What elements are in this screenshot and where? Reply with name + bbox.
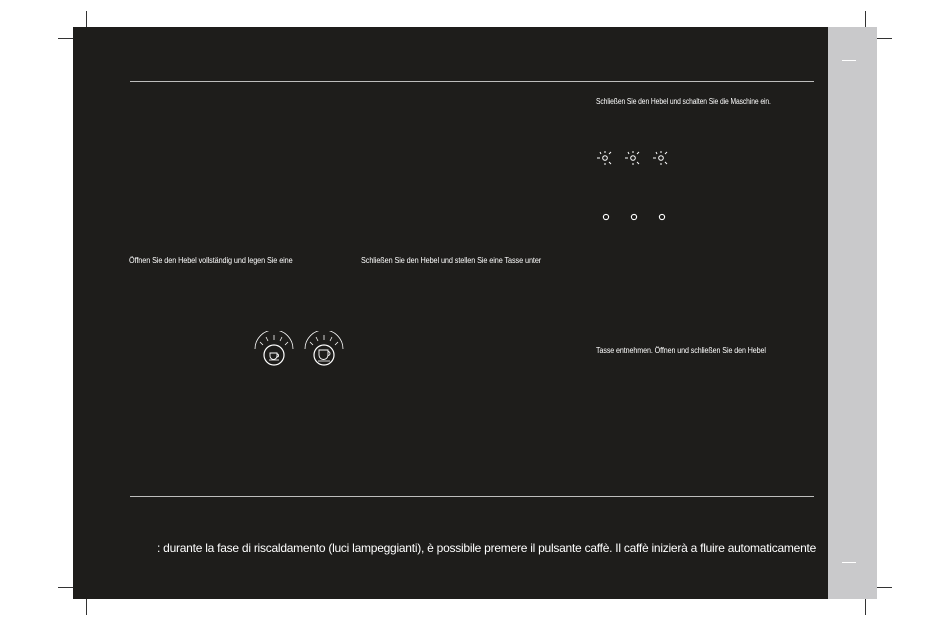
blinking-light-icon bbox=[653, 151, 667, 165]
tab-mark-top bbox=[842, 60, 856, 61]
steady-lights-group bbox=[600, 211, 670, 223]
tab-mark-bottom bbox=[842, 562, 856, 563]
blinking-lights-group bbox=[595, 149, 673, 167]
crop-mark bbox=[877, 587, 892, 588]
crop-mark bbox=[877, 38, 892, 39]
steady-light-icon bbox=[631, 214, 636, 219]
crop-mark bbox=[86, 599, 87, 615]
steady-light-icon bbox=[659, 214, 664, 219]
crop-mark bbox=[865, 11, 866, 27]
blinking-light-icon bbox=[597, 151, 611, 165]
lungo-dial-icon bbox=[299, 331, 349, 369]
crop-mark bbox=[58, 587, 73, 588]
top-rule bbox=[130, 81, 814, 82]
crop-mark bbox=[86, 11, 87, 27]
footer-note: : durante la fase di riscaldamento (luci lampeggianti), è possibile premere il pulsante caffè. Il caffè inizierà a fluire automaticamente bbox=[157, 541, 817, 555]
crop-mark bbox=[58, 38, 73, 39]
crop-mark bbox=[865, 599, 866, 615]
document-page bbox=[73, 27, 828, 599]
instruction-open-lever: Öffnen Sie den Hebel vollständig und legen Sie eine bbox=[129, 256, 293, 265]
instruction-remove-cup: Tasse entnehmen. Öffnen und schließen Sie den Hebel bbox=[596, 346, 766, 355]
instruction-close-lever-power: Schließen Sie den Hebel und schalten Sie die Maschine ein. bbox=[596, 97, 771, 106]
side-tab bbox=[828, 27, 877, 599]
blinking-light-icon bbox=[625, 151, 639, 165]
steady-light-icon bbox=[603, 214, 608, 219]
bottom-rule bbox=[130, 496, 814, 497]
instruction-close-lever-cup: Schließen Sie den Hebel und stellen Sie eine Tasse unter bbox=[361, 256, 542, 265]
espresso-dial-icon bbox=[249, 331, 299, 369]
